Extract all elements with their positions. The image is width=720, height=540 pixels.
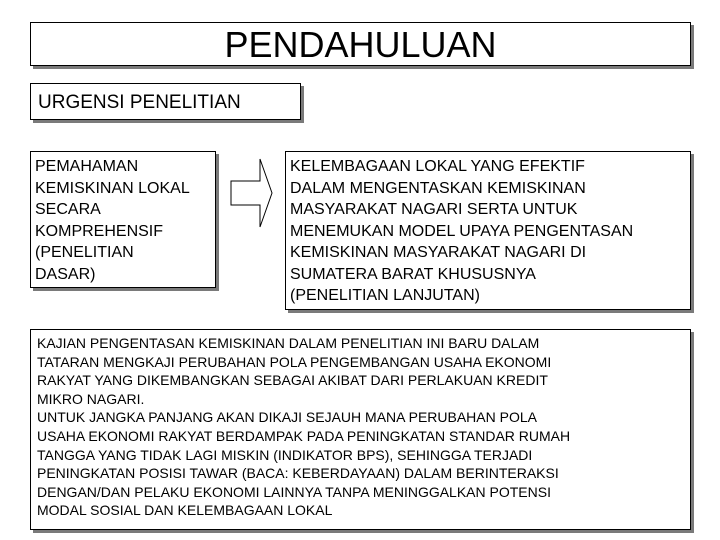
study-description-box (30, 329, 691, 530)
section-subtitle: URGENSI PENELITIAN (30, 83, 301, 120)
basic-research-line: KEMISKINAN LOKAL (35, 179, 190, 197)
description-line: UNTUK JANGKA PANJANG AKAN DIKAJI SEJAUH MANA PERUBAHAN POLA (37, 409, 537, 426)
description-line: KAJIAN PENGENTASAN KEMISKINAN DALAM PENELITIAN INI BARU DALAM (37, 335, 540, 351)
basic-research-line: SECARA (35, 201, 101, 218)
basic-research-line: KOMPREHENSIF (35, 222, 164, 240)
description-line: MODAL SOSIAL DAN KELEMBAGAAN LOKAL (37, 502, 333, 519)
advanced-research-line: MENEMUKAN MODEL UPAYA PENGENTASAN (290, 222, 634, 240)
description-line: MIKRO NAGARI. (37, 390, 145, 407)
description-line: RAKYAT YANG DIKEMBANGKAN SEBAGAI AKIBAT DARI PERLAKUAN KREDIT (37, 372, 548, 389)
basic-research-line: PEMAHAMAN (35, 158, 139, 175)
advanced-research-line: DALAM MENGENTASKAN KEMISKINAN (290, 179, 586, 197)
basic-research-line: (PENELITIAN (35, 244, 134, 261)
description-line: PENINGKATAN POSISI TAWAR (BACA: KEBERDAYAAN) DALAM BERINTERAKSI (37, 465, 559, 482)
advanced-research-line: KEMISKINAN MASYARAKAT NAGARI DI (290, 244, 587, 261)
right-arrow-icon (230, 157, 274, 229)
basic-research-line: DASAR) (35, 265, 96, 283)
page-title: PENDAHULUAN (30, 22, 691, 66)
advanced-research-line: MASYARAKAT NAGARI SERTA UNTUK (290, 201, 578, 218)
advanced-research-line: (PENELITIAN LANJUTAN) (290, 287, 480, 304)
description-line: TANGGA YANG TIDAK LAGI MISKIN (INDIKATOR BPS), SEHINGGA TERJADI (37, 446, 533, 463)
advanced-research-line: SUMATERA BARAT KHUSUSNYA (290, 265, 536, 283)
advanced-research-box (285, 151, 691, 310)
advanced-research-line: KELEMBAGAAN LOKAL YANG EFEKTIF (290, 158, 585, 175)
description-line: TATARAN MENGKAJI PERUBAHAN POLA PENGEMBANGAN USAHA EKONOMI (37, 353, 552, 370)
basic-research-box (30, 151, 216, 288)
description-line: USAHA EKONOMI RAKYAT BERDAMPAK PADA PENINGKATAN STANDAR RUMAH (37, 427, 571, 444)
description-line: DENGAN/DAN PELAKU EKONOMI LAINNYA TANPA MENINGGALKAN POTENSI (37, 483, 551, 500)
